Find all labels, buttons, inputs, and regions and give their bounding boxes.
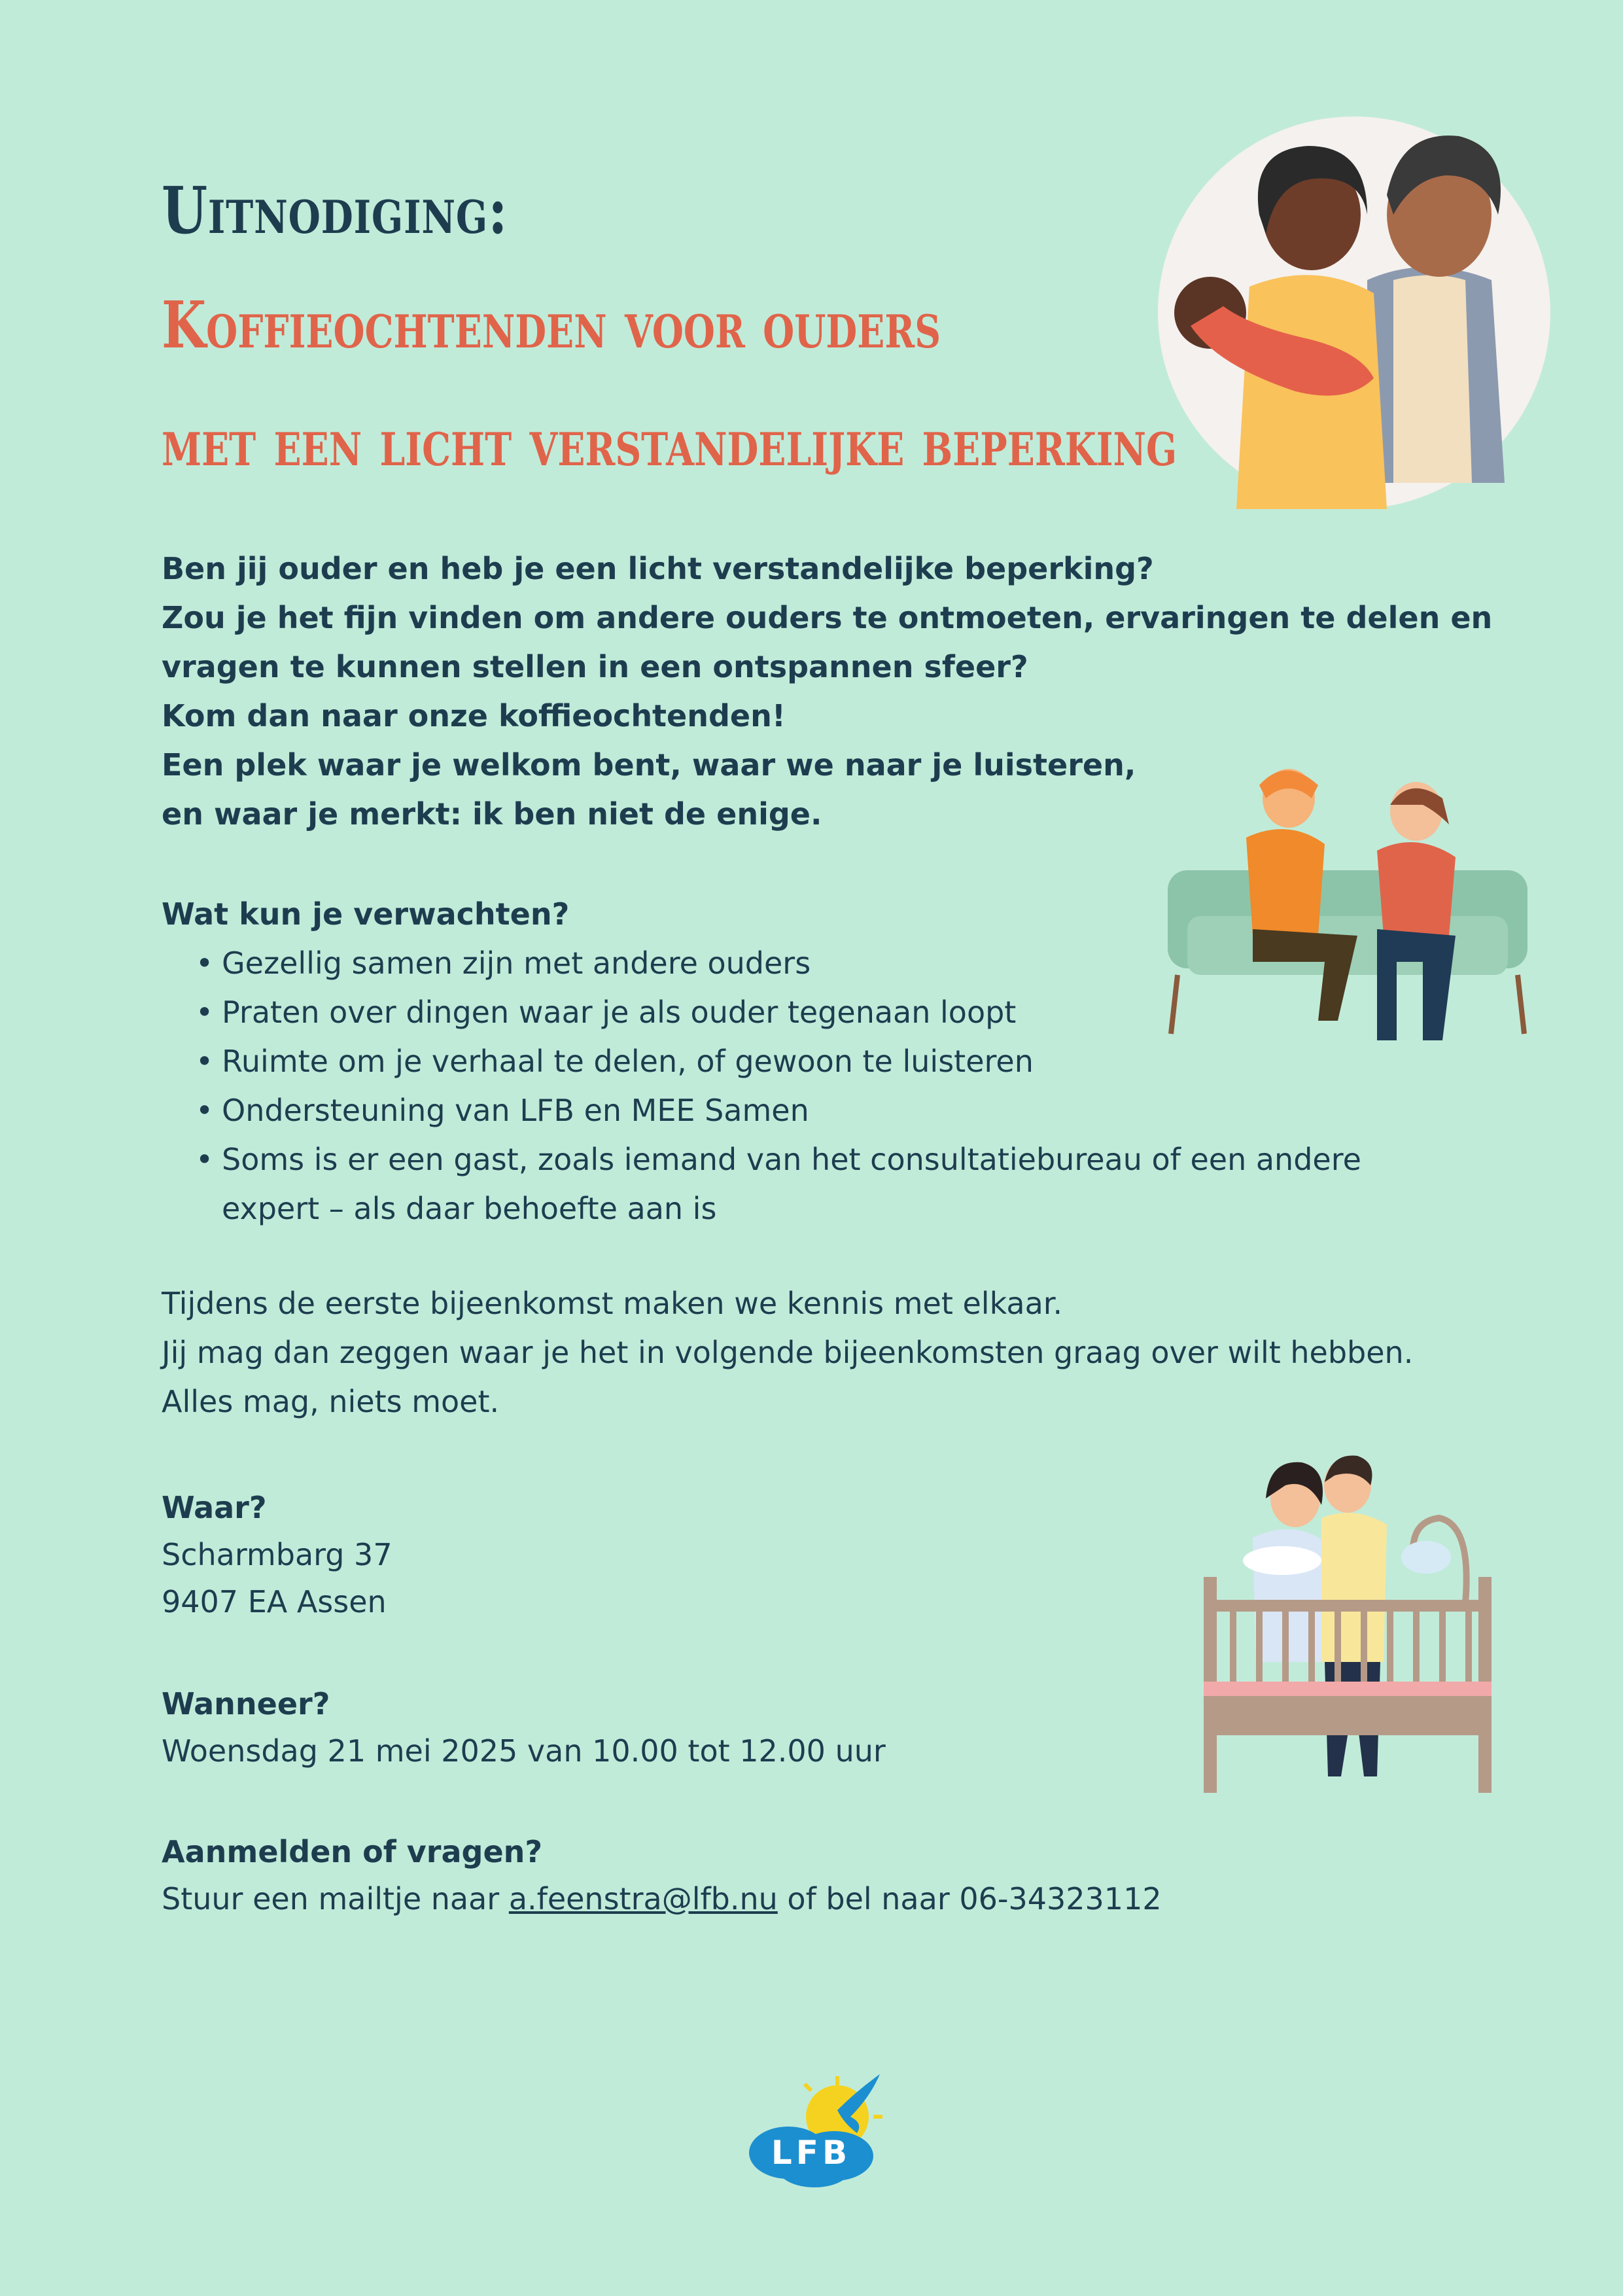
intro-line: Een plek waar je welkom bent, waar we naar je luisteren, [162,747,1136,783]
expect-section [162,890,1437,1233]
family-illustration [1151,116,1557,522]
signup-text [162,1875,1162,1922]
paragraph-line: Alles mag, niets moet. [162,1384,500,1419]
expect-list [162,939,1437,1184]
intro-line: Zou je het fijn vinden om andere ouders te ontmoeten, ervaringen te delen en [162,600,1493,635]
email-link[interactable]: a.feenstra@lfb.nu [508,1881,778,1916]
where-heading: Waar? [162,1490,267,1525]
intro-line: en waar je merkt: ik ben niet de enige. [162,796,822,832]
intro-line: Ben jij ouder en heb je een licht verstandelijke beperking? [162,551,1154,586]
list-item-continuation: expert – als daar behoefte aan is [222,1191,717,1226]
signup-text-before: Stuur een mailtje naar [162,1881,509,1916]
paragraph-line: Tijdens de eerste bijeenkomst maken we kennis met elkaar. [162,1286,1063,1321]
title-subtitle: met een licht verstandelijke beperking [162,406,1178,481]
crib-illustration [1204,1446,1492,1793]
list-item: • Ruimte om je verhaal te delen, of gewoon te luisteren [162,1037,1437,1086]
logo-text: LFB [771,2134,852,2172]
address-street: Scharmbarg 37 [162,1537,393,1572]
title-coffee-mornings: Koffieochtenden voor ouders [162,288,941,363]
first-meeting-text [162,1279,1413,1426]
paragraph-line: Jij mag dan zeggen waar je het in volgende bijeenkomsten graag over wilt hebben. [162,1335,1414,1370]
list-item: • Gezellig samen zijn met andere ouders [162,939,1437,988]
list-item: • Praten over dingen waar je als ouder tegenaan loopt [162,988,1437,1037]
signup-text-after: of bel naar 06-34323112 [777,1881,1162,1916]
address-city: 9407 EA Assen [162,1584,387,1619]
lfb-logo [739,2071,896,2189]
list-item: • Soms is er een gast, zoals iemand van het consultatiebureau of een andere [162,1135,1437,1184]
when-heading: Wanneer? [162,1686,330,1722]
when-section [162,1680,886,1775]
signup-section [162,1828,1162,1922]
signup-heading: Aanmelden of vragen? [162,1834,543,1869]
intro-line: vragen te kunnen stellen in een ontspannen sfeer? [162,649,1028,684]
event-datetime: Woensdag 21 mei 2025 van 10.00 tot 12.00 uur [162,1733,886,1769]
where-section [162,1484,393,1625]
expect-heading: Wat kun je verwachten? [162,896,570,932]
list-item: • Ondersteuning van LFB en MEE Samen [162,1086,1437,1135]
intro-line: Kom dan naar onze koffieochtenden! [162,698,786,733]
title-invitation: Uitnodiging: [162,173,508,249]
